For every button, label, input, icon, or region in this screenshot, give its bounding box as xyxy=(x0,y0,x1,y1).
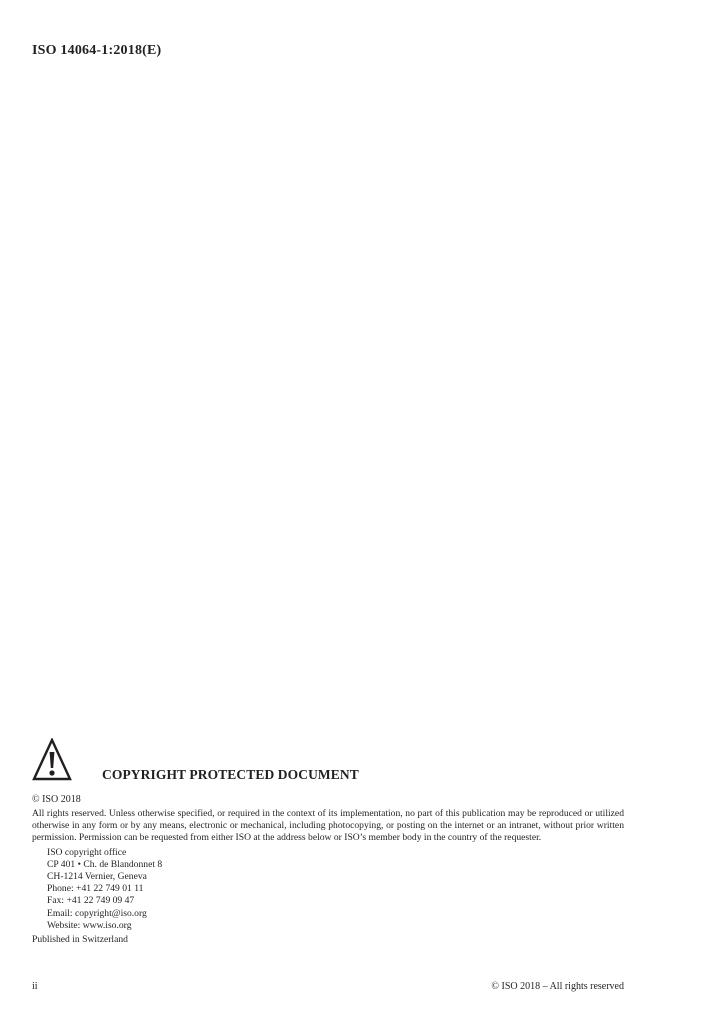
page-number: ii xyxy=(32,981,38,992)
published-location: Published in Switzerland xyxy=(32,934,128,946)
copyright-statement: All rights reserved. Unless otherwise specified, or required in the context of its implementation, no part of this publication may be reproduced or utilized otherwise in any form or by any means, electronic or mechanical, including photocopying, or posting on the internet or an intranet, without prior written permission. Permission can be requested from either ISO at the address below or ISO’s member body in the country of the requester. xyxy=(32,808,624,844)
warning-triangle-icon xyxy=(32,738,72,782)
copyright-notice xyxy=(32,738,632,946)
footer-rights: © ISO 2018 – All rights reserved xyxy=(491,981,624,992)
copyright-title-row xyxy=(32,738,632,784)
address-email: Email: copyright@iso.org xyxy=(47,907,147,919)
address-fax: Fax: +41 22 749 09 47 xyxy=(47,895,135,907)
address-website: Website: www.iso.org xyxy=(47,919,132,931)
copyright-office-address xyxy=(47,847,632,932)
address-line: CH-1214 Vernier, Geneva xyxy=(47,871,147,883)
address-phone: Phone: +41 22 749 01 11 xyxy=(47,883,144,895)
copyright-heading: COPYRIGHT PROTECTED DOCUMENT xyxy=(102,767,359,782)
address-line: CP 401 • Ch. de Blandonnet 8 xyxy=(47,858,163,870)
document-identifier: ISO 14064-1:2018(E) xyxy=(32,43,162,58)
address-line: ISO copyright office xyxy=(47,846,127,858)
copyright-year: © ISO 2018 xyxy=(32,794,81,805)
